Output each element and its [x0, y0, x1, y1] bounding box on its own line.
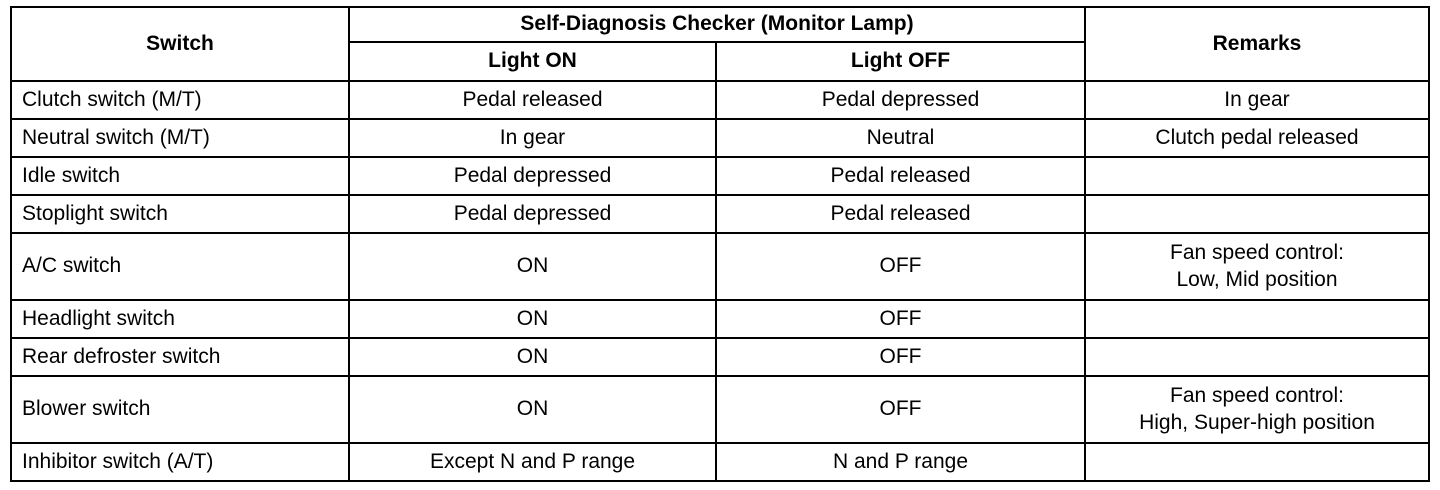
remarks-line: Fan speed control: — [1170, 384, 1344, 408]
header-switch: Switch — [11, 7, 349, 81]
light-on-cell: ON — [349, 300, 716, 338]
table-row — [11, 443, 1429, 481]
switch-name-cell: Blower switch — [11, 376, 349, 443]
header-remarks: Remarks — [1085, 7, 1429, 81]
light-on-cell: ON — [349, 233, 716, 300]
remarks-cell — [1085, 195, 1429, 233]
self-diagnosis-table — [10, 6, 1430, 482]
remarks-cell — [1085, 338, 1429, 376]
switch-name-cell: Stoplight switch — [11, 195, 349, 233]
remarks-line: High, Super-high position — [1139, 410, 1375, 434]
light-off-cell: N and P range — [716, 443, 1085, 481]
switch-name-cell: Inhibitor switch (A/T) — [11, 443, 349, 481]
header-checker: Self-Diagnosis Checker (Monitor Lamp) — [349, 7, 1085, 42]
table-row — [11, 157, 1429, 195]
table-body — [11, 81, 1429, 481]
switch-name-cell: Headlight switch — [11, 300, 349, 338]
table-row — [11, 376, 1429, 443]
remarks-cell — [1085, 157, 1429, 195]
light-on-cell: Pedal depressed — [349, 157, 716, 195]
switch-name-cell: Clutch switch (M/T) — [11, 81, 349, 119]
table-row — [11, 233, 1429, 300]
table-row — [11, 338, 1429, 376]
remarks-cell — [1085, 376, 1429, 443]
switch-name-cell: Rear defroster switch — [11, 338, 349, 376]
remarks-line: Low, Mid position — [1176, 267, 1338, 291]
light-off-cell: Pedal released — [716, 157, 1085, 195]
light-on-cell: Pedal depressed — [349, 195, 716, 233]
light-off-cell: OFF — [716, 300, 1085, 338]
header-light-off: Light OFF — [716, 42, 1085, 81]
light-on-cell: Except N and P range — [349, 443, 716, 481]
table-row — [11, 195, 1429, 233]
light-off-cell: Pedal released — [716, 195, 1085, 233]
light-off-cell: Neutral — [716, 119, 1085, 157]
light-off-cell: OFF — [716, 376, 1085, 443]
switch-name-cell: Neutral switch (M/T) — [11, 119, 349, 157]
diagnosis-table-container — [10, 6, 1428, 482]
light-on-cell: Pedal released — [349, 81, 716, 119]
switch-name-cell: Idle switch — [11, 157, 349, 195]
remarks-cell — [1085, 300, 1429, 338]
remarks-line: Clutch pedal released — [1155, 125, 1359, 149]
header-row-1 — [11, 7, 1429, 42]
header-light-on: Light ON — [349, 42, 716, 81]
table-row — [11, 119, 1429, 157]
remarks-cell — [1085, 443, 1429, 481]
remarks-line: Fan speed control: — [1170, 241, 1344, 265]
light-off-cell: OFF — [716, 233, 1085, 300]
light-off-cell: OFF — [716, 338, 1085, 376]
remarks-cell — [1085, 233, 1429, 300]
light-off-cell: Pedal depressed — [716, 81, 1085, 119]
table-row — [11, 81, 1429, 119]
table-row — [11, 300, 1429, 338]
switch-name-cell: A/C switch — [11, 233, 349, 300]
remarks-cell — [1085, 81, 1429, 119]
remarks-line: In gear — [1224, 87, 1290, 111]
remarks-cell — [1085, 119, 1429, 157]
light-on-cell: ON — [349, 338, 716, 376]
light-on-cell: In gear — [349, 119, 716, 157]
light-on-cell: ON — [349, 376, 716, 443]
